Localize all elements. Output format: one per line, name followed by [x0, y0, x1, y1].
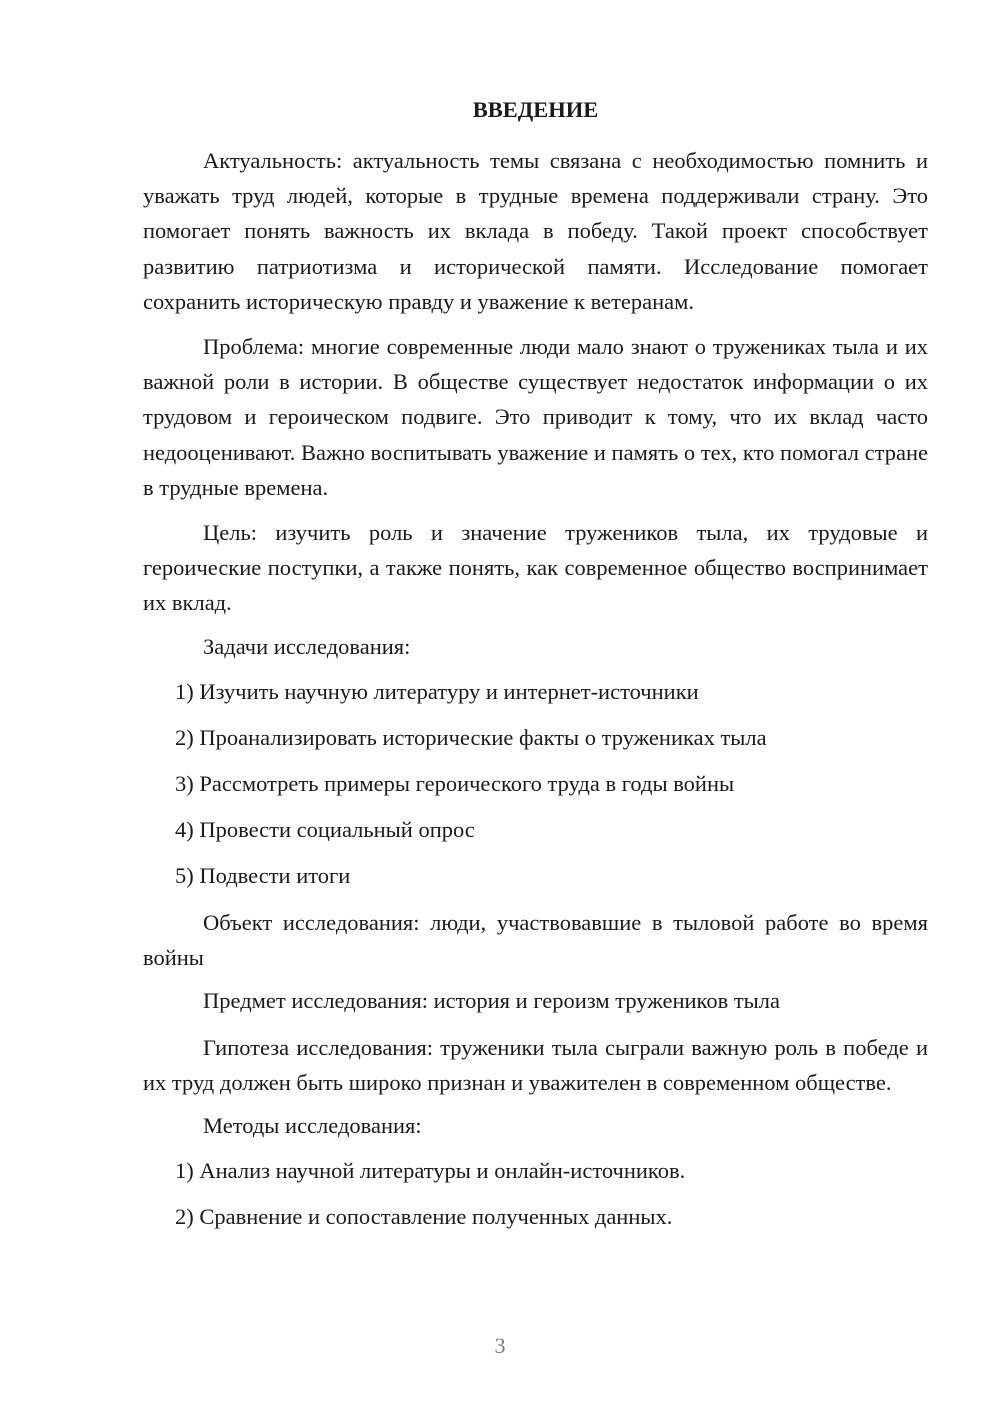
relevance-paragraph: Актуальность: актуальность темы связана с необходимостью помнить и уважать труд людей, которые в трудные времена поддерживали страну. Это помогает понять важность их вклада в победу. Такой проект способствует развитию патриотизма и исторической памяти. Исследование помогает сохранить историческую правду и уважение к ветеранам.	[143, 148, 928, 314]
methods-list	[143, 1155, 928, 1233]
list-item: 4) Провести социальный опрос	[175, 816, 475, 842]
tasks-heading: Задачи исследования:	[203, 633, 411, 659]
hypothesis-paragraph: Гипотеза исследования: труженики тыла сыграли важную роль в победе и их труд должен быть широко признан и уважителен в современном обществе.	[143, 1035, 928, 1096]
list-item: 2) Сравнение и сопоставление полученных данных.	[175, 1204, 673, 1230]
page-number: 3	[494, 1333, 506, 1358]
section-title: ВВЕДЕНИЕ	[472, 97, 599, 122]
list-item: 1) Изучить научную литературу и интернет-источники	[175, 678, 699, 704]
subject-paragraph: Предмет исследования: история и героизм тружеников тыла	[203, 988, 780, 1014]
methods-heading: Методы исследования:	[203, 1113, 422, 1139]
list-item: 2) Проанализировать исторические факты о тружениках тыла	[175, 724, 767, 750]
object-paragraph: Объект исследования: люди, участвовавшие в тыловой работе во время войны	[143, 909, 928, 970]
list-item: 3) Рассмотреть примеры героического труда в годы войны	[175, 770, 735, 796]
list-item: 5) Подвести итоги	[175, 862, 351, 888]
list-item: 1) Анализ научной литературы и онлайн-источников.	[175, 1158, 686, 1184]
problem-paragraph: Проблема: многие современные люди мало знают о тружениках тыла и их важной роли в истории. В обществе существует недостаток информации о их трудовом и героическом подвиге. Это приводит к тому, что их вклад часто недооценивают. Важно воспитывать уважение и память о тех, кто помогал стране в трудные времена.	[143, 334, 928, 500]
document-page	[143, 94, 928, 1233]
goal-paragraph: Цель: изучить роль и значение тружеников тыла, их трудовые и героические поступки, а также понять, как современное общество воспринимает их вклад.	[143, 520, 928, 616]
tasks-list	[143, 676, 928, 892]
